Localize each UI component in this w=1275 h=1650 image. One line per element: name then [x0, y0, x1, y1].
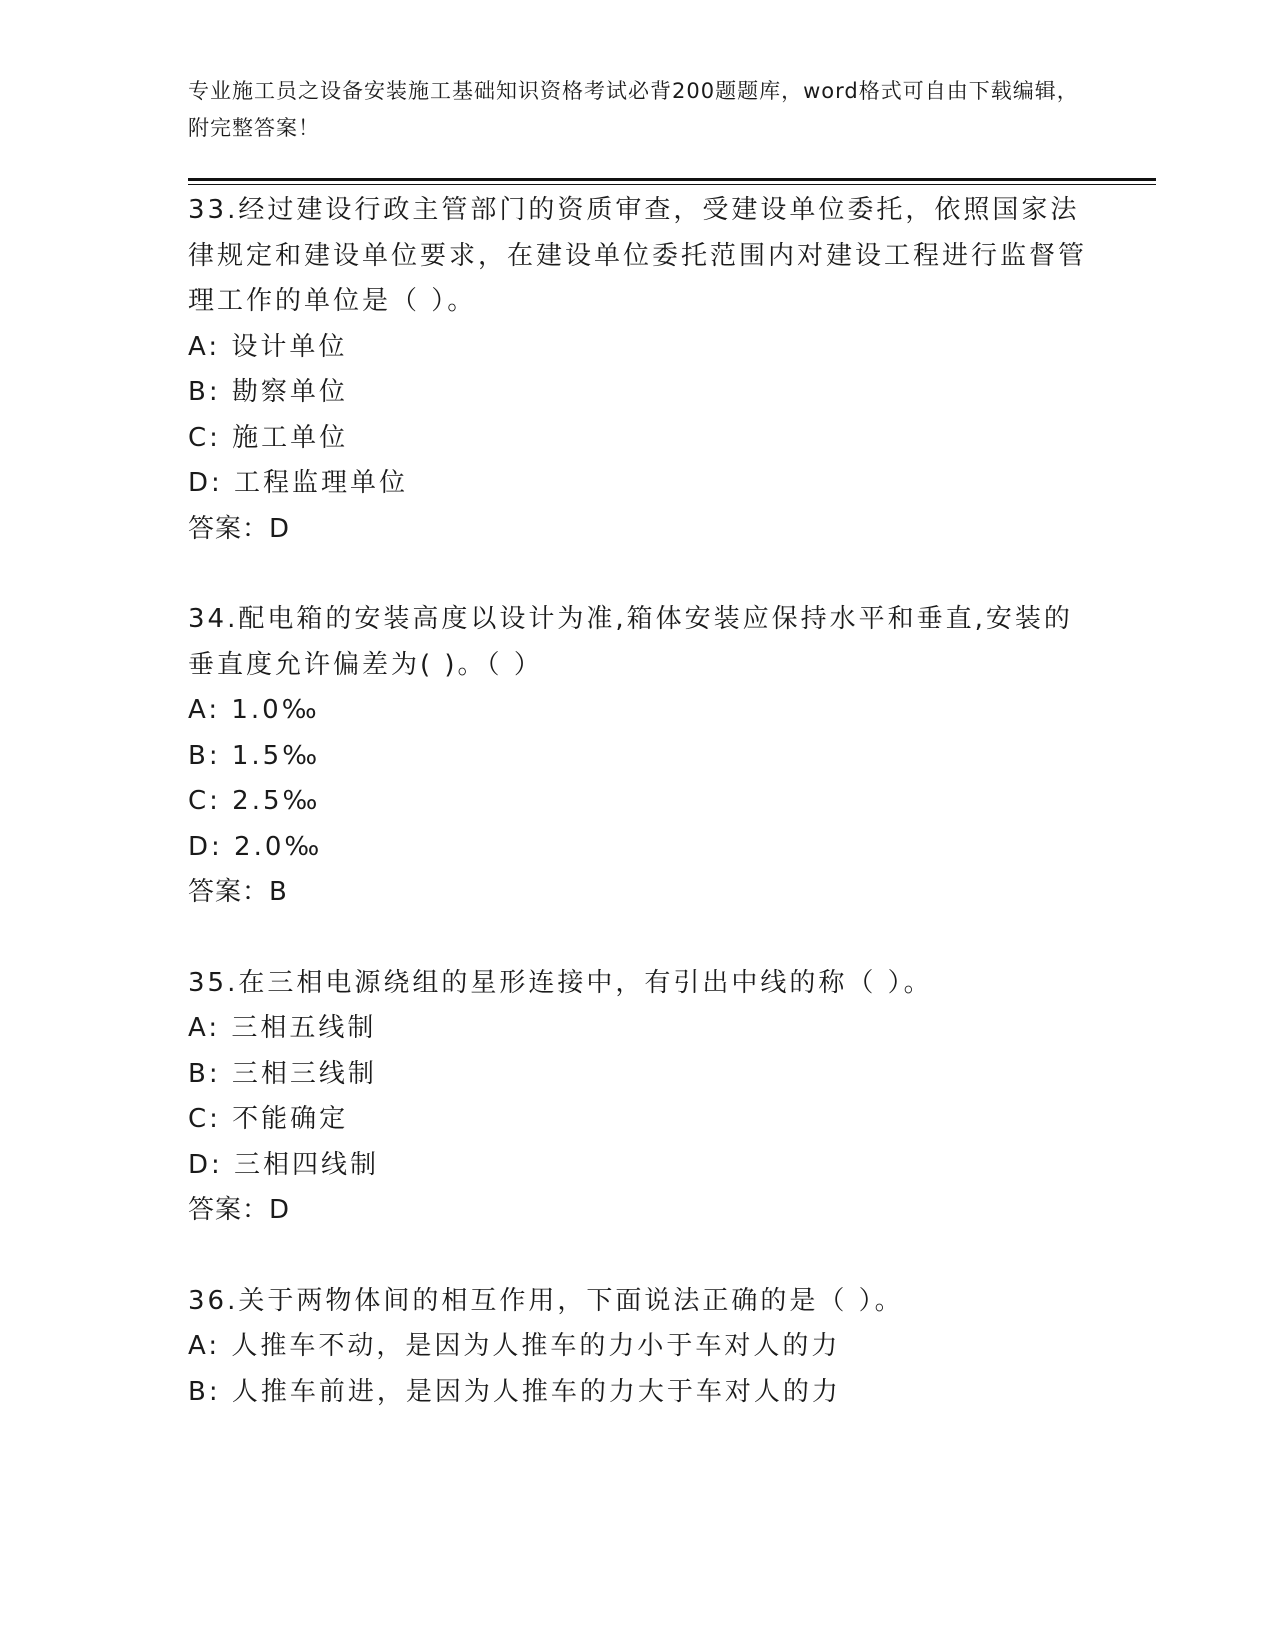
question-text: 34.配电箱的安装高度以设计为准,箱体安装应保持水平和垂直,安装的垂直度允许偏差为( )。（ ） [188, 604, 1073, 680]
option-d: D: 2.0‰ [188, 831, 323, 862]
question-34 [188, 597, 1088, 916]
option-c: C: 不能确定 [188, 1104, 349, 1134]
option-d: D: 三相四线制 [188, 1149, 380, 1180]
option-c: C: 2.5‰ [188, 786, 321, 816]
option-c: C: 施工单位 [188, 422, 349, 453]
question-text: 36.关于两物体间的相互作用，下面说法正确的是（ ）。 [188, 1285, 904, 1316]
option-b: B: 人推车前进，是因为人推车的力大于车对人的力 [188, 1376, 841, 1407]
question-list [188, 188, 1088, 1460]
option-d: D: 工程监理单位 [188, 468, 409, 498]
document-header: 专业施工员之设备安装施工基础知识资格考试必背200题题库，word格式可自由下载编辑，附完整答案！ [188, 79, 1079, 140]
option-a: A: 三相五线制 [188, 1013, 377, 1043]
question-36 [188, 1279, 1088, 1416]
header-rule-thick [188, 178, 1156, 181]
option-a: A: 设计单位 [188, 331, 348, 362]
answer-label: 答案：D [188, 513, 291, 544]
option-b: B: 1.5‰ [188, 740, 321, 771]
answer-label: 答案：B [188, 877, 288, 907]
question-text: 35.在三相电源绕组的星形连接中，有引出中线的称（ ）。 [188, 967, 933, 998]
option-b: B: 勘察单位 [188, 377, 348, 407]
question-33 [188, 188, 1088, 552]
option-b: B: 三相三线制 [188, 1058, 377, 1089]
question-text: 33.经过建设行政主管部门的资质审查，受建设单位委托，依照国家法律规定和建设单位要求，在建设单位委托范围内对建设工程进行监督管理工作的单位是（ ）。 [188, 195, 1088, 316]
option-a: A: 1.0‰ [188, 695, 320, 725]
option-a: A: 人推车不动，是因为人推车的力小于车对人的力 [188, 1331, 841, 1361]
question-35 [188, 961, 1088, 1234]
header-rule-thin [188, 184, 1156, 185]
answer-label: 答案：D [188, 1195, 291, 1225]
